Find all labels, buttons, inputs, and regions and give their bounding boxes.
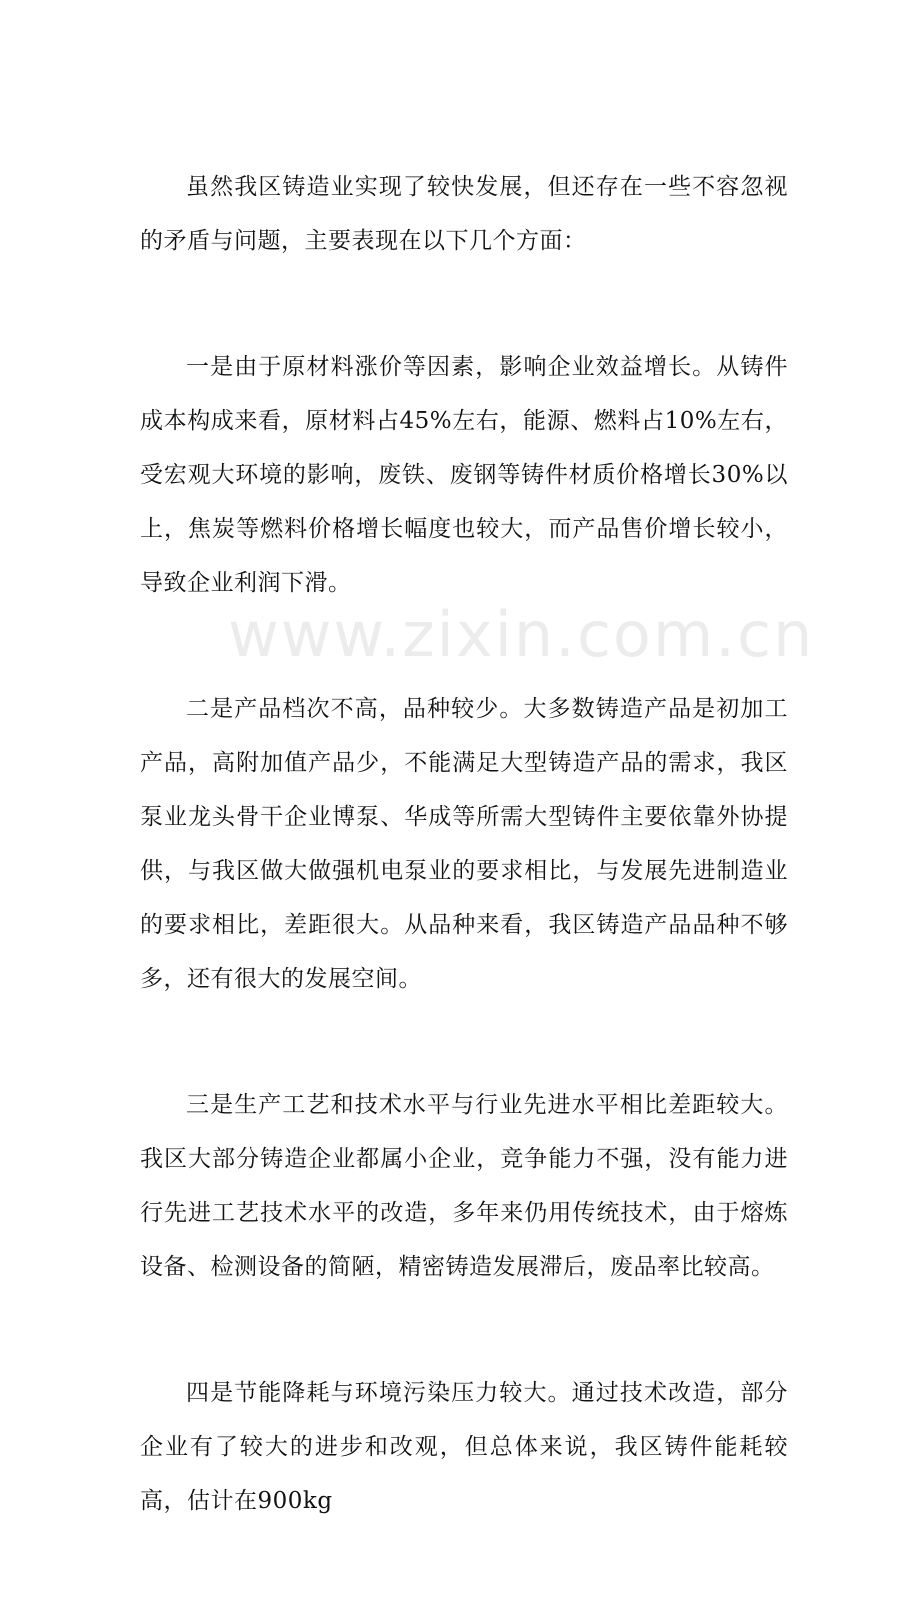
watermark: www.zixin.com.cn	[228, 598, 815, 671]
paragraph-point-3: 三是生产工艺和技术水平与行业先进水平相比差距较大。我区大部分铸造企业都属小企业，竞争能力不强，没有能力进行先进工艺技术水平的改造，多年来仍用传统技术，由于熔炼设备、检测设备的简陋，精密铸造发展滞后，废品率比较高。	[140, 1092, 788, 1280]
paragraph-intro: 虽然我区铸造业实现了较快发展，但还存在一些不容忽视的矛盾与问题，主要表现在以下几个方面：	[140, 174, 788, 254]
paragraph-point-4: 四是节能降耗与环境污染压力较大。通过技术改造，部分企业有了较大的进步和改观，但总体来说，我区铸件能耗较高，估计在900kg	[140, 1380, 788, 1514]
document-body	[140, 160, 788, 1600]
paragraph-point-2: 二是产品档次不高，品种较少。大多数铸造产品是初加工产品，高附加值产品少，不能满足大型铸造产品的需求，我区泵业龙头骨干企业博泵、华成等所需大型铸件主要依靠外协提供，与我区做大做强机电泵业的要求相比，与发展先进制造业的要求相比，差距很大。从品种来看，我区铸造产品品种不够多，还有很大的发展空间。	[140, 696, 788, 992]
paragraph-point-1: 一是由于原材料涨价等因素，影响企业效益增长。从铸件成本构成来看，原材料占45%左右，能源、燃料占10%左右，受宏观大环境的影响，废铁、废钢等铸件材质价格增长30%以上，焦炭等燃料价格增长幅度也较大，而产品售价增长较小，导致企业利润下滑。	[140, 354, 788, 596]
